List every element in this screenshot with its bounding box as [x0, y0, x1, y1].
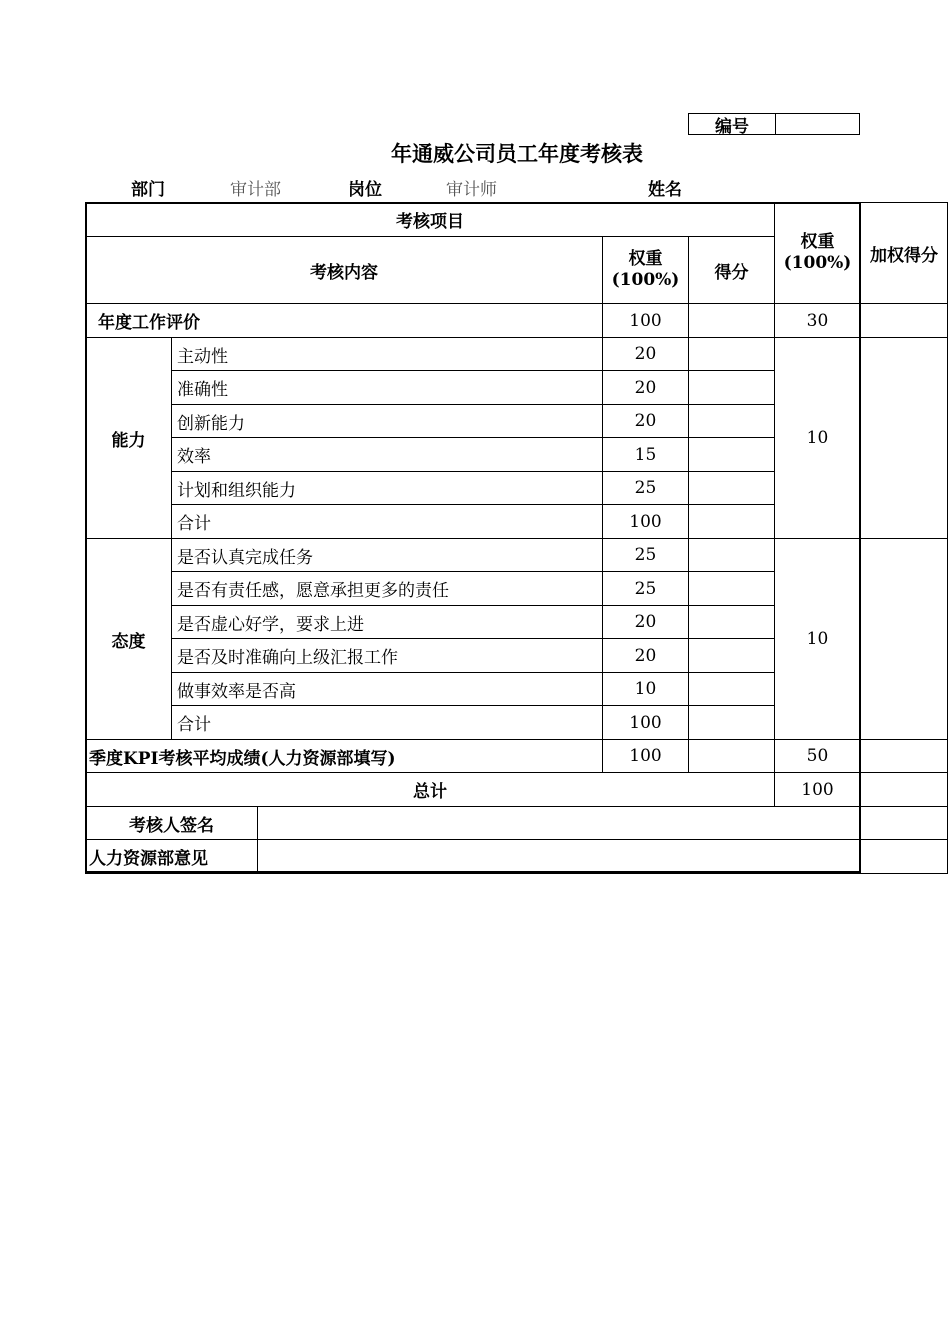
ability-item-score[interactable]	[689, 405, 775, 438]
attitude-item: 是否虚心好学，要求上进	[172, 606, 603, 639]
kpi-weighted[interactable]	[861, 740, 948, 773]
form-number-label: 编号	[689, 114, 776, 134]
ability-item-weight: 20	[603, 371, 689, 405]
attitude-weighted[interactable]	[861, 539, 948, 740]
attitude-item: 做事效率是否高	[172, 673, 603, 706]
header-weight-b-pct: (100%)	[783, 253, 852, 273]
header-weight-a-label: 权重	[628, 249, 663, 269]
ability-item: 效率	[172, 438, 603, 472]
form-number-field[interactable]	[776, 114, 859, 134]
page-title: 年通威公司员工年度考核表	[391, 141, 643, 166]
ability-item-weight: 15	[603, 438, 689, 472]
total-label: 总计	[86, 773, 775, 807]
ability-group-weight: 10	[775, 338, 861, 539]
attitude-item: 是否及时准确向上级汇报工作	[172, 639, 603, 673]
ability-item: 创新能力	[172, 405, 603, 438]
hr-opinion-label: 人力资源部意见	[86, 840, 258, 874]
attitude-item: 是否认真完成任务	[172, 539, 603, 572]
form-number-box	[688, 113, 860, 135]
total-weighted[interactable]	[861, 773, 948, 807]
kpi-label: 季度KPI考核平均成绩(人力资源部填写)	[86, 740, 603, 773]
ability-item: 计划和组织能力	[172, 472, 603, 505]
total-value: 100	[775, 773, 861, 807]
kpi-group-weight: 50	[775, 740, 861, 773]
annual-label: 年度工作评价	[86, 304, 603, 338]
table-row	[86, 338, 948, 371]
annual-weighted[interactable]	[861, 304, 948, 338]
attitude-item-weight: 20	[603, 606, 689, 639]
ability-item-weight: 25	[603, 472, 689, 505]
attitude-item-weight: 25	[603, 539, 689, 572]
attitude-item-score[interactable]	[689, 673, 775, 706]
ability-subtotal-weight: 100	[603, 505, 689, 539]
ability-item-score[interactable]	[689, 472, 775, 505]
header-weight-b	[775, 203, 861, 304]
ability-item-score[interactable]	[689, 438, 775, 472]
attitude-item: 是否有责任感，愿意承担更多的责任	[172, 572, 603, 606]
annual-group-weight: 30	[775, 304, 861, 338]
table-row	[86, 304, 948, 338]
attitude-label: 态度	[86, 539, 172, 740]
header-weight-a	[603, 237, 689, 304]
dept-label: 部门	[131, 180, 165, 200]
annual-score[interactable]	[689, 304, 775, 338]
attitude-item-score[interactable]	[689, 606, 775, 639]
attitude-group-weight: 10	[775, 539, 861, 740]
ability-item-weight: 20	[603, 338, 689, 371]
signature-label: 考核人签名	[86, 807, 258, 840]
header-weighted: 加权得分	[861, 203, 948, 304]
ability-item: 准确性	[172, 371, 603, 405]
header-project: 考核项目	[86, 203, 775, 237]
hr-opinion-field[interactable]	[258, 840, 948, 874]
attitude-item-score[interactable]	[689, 639, 775, 673]
signature-field[interactable]	[258, 807, 948, 840]
annual-weight: 100	[603, 304, 689, 338]
evaluation-table	[85, 202, 948, 874]
attitude-subtotal-score[interactable]	[689, 706, 775, 740]
ability-item-score[interactable]	[689, 371, 775, 405]
ability-item: 主动性	[172, 338, 603, 371]
attitude-item-score[interactable]	[689, 539, 775, 572]
table-row	[86, 773, 948, 807]
dept-value: 审计部	[230, 180, 281, 200]
post-label: 岗位	[348, 180, 382, 200]
table-row	[86, 807, 948, 840]
header-weight-b-label: 权重	[800, 232, 835, 252]
ability-item-weight: 20	[603, 405, 689, 438]
attitude-item-weight: 25	[603, 572, 689, 606]
attitude-subtotal-weight: 100	[603, 706, 689, 740]
table-row	[86, 539, 948, 572]
post-value: 审计师	[446, 180, 497, 200]
header-score: 得分	[689, 237, 775, 304]
ability-subtotal: 合计	[172, 505, 603, 539]
table-row	[86, 840, 948, 874]
header-content: 考核内容	[86, 237, 603, 304]
kpi-weight: 100	[603, 740, 689, 773]
name-label: 姓名	[648, 180, 682, 200]
attitude-subtotal: 合计	[172, 706, 603, 740]
attitude-item-weight: 20	[603, 639, 689, 673]
header-weight-a-pct: (100%)	[611, 270, 680, 290]
table-row	[86, 740, 948, 773]
ability-label: 能力	[86, 338, 172, 539]
kpi-score[interactable]	[689, 740, 775, 773]
ability-weighted[interactable]	[861, 338, 948, 539]
ability-item-score[interactable]	[689, 338, 775, 371]
attitude-item-score[interactable]	[689, 572, 775, 606]
attitude-item-weight: 10	[603, 673, 689, 706]
ability-subtotal-score[interactable]	[689, 505, 775, 539]
